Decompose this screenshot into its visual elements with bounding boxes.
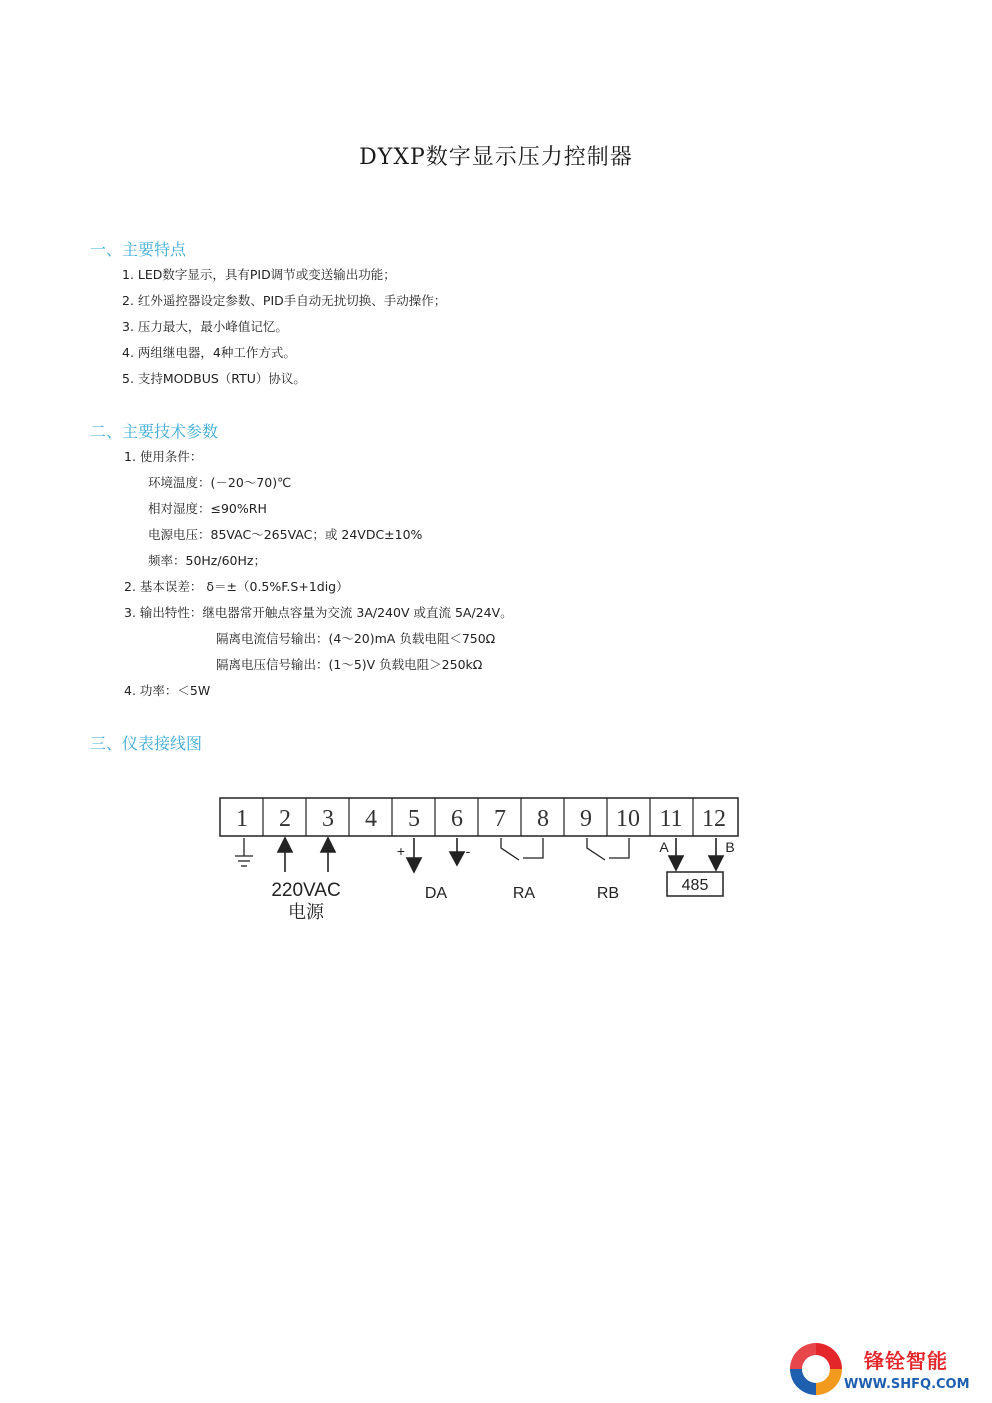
arrow-down-icon	[450, 838, 464, 865]
terminal-4: 4	[365, 806, 377, 832]
spec-line: 4. 功率：＜5W	[124, 683, 211, 698]
spec-line: 3. 输出特性：继电器常开触点容量为交流 3A/240V 或直流 5A/24V。	[124, 605, 513, 620]
terminal-5: 5	[408, 806, 420, 832]
arrow-down-icon	[709, 838, 723, 870]
spec-line: 相对湿度：≤90%RH	[148, 501, 267, 516]
logo-mark-icon	[786, 1339, 846, 1399]
terminal-7: 7	[494, 806, 506, 832]
relay-ra-contact	[501, 838, 543, 860]
da-label: DA	[424, 885, 448, 902]
spec-line: 环境温度：(－20～70)℃	[148, 475, 292, 490]
label-b: B	[725, 839, 735, 855]
terminal-8: 8	[537, 806, 549, 832]
company-logo	[784, 1335, 989, 1400]
plus-sign: +	[396, 843, 406, 859]
arrow-down-icon	[407, 838, 421, 872]
wiring-diagram	[214, 790, 744, 930]
power-label: 220VAC	[271, 880, 341, 901]
spec-line: 隔离电流信号输出：(4～20)mA 负载电阻＜750Ω	[216, 631, 496, 646]
label-a: A	[659, 839, 669, 855]
logo-website: WWW.SHFQ.COM	[844, 1377, 970, 1392]
logo-company-name: 锋铨智能	[864, 1349, 948, 1373]
feature-item: 1. LED数字显示，具有PID调节或变送输出功能；	[122, 267, 396, 282]
terminal-11: 11	[659, 806, 683, 832]
section-heading-features: 一、主要特点	[90, 240, 187, 259]
document-title: DYXP数字显示压力控制器	[359, 145, 633, 170]
spec-line: 2. 基本误差： δ＝±（0.5%F.S+1dig）	[124, 579, 349, 594]
ra-label: RA	[512, 885, 536, 902]
terminal-12: 12	[702, 806, 726, 832]
terminal-2: 2	[279, 806, 291, 832]
power-label-cn: 电源	[288, 902, 324, 922]
spec-line: 隔离电压信号输出：(1～5)V 负载电阻＞250kΩ	[216, 657, 483, 672]
terminal-6: 6	[451, 806, 463, 832]
arrow-up-icon	[321, 838, 335, 872]
minus-sign: -	[465, 843, 471, 859]
ground-icon	[235, 838, 253, 866]
relay-rb-contact	[587, 838, 629, 860]
terminal-9: 9	[580, 806, 592, 832]
rb-label: RB	[596, 885, 620, 902]
section-heading-wiring: 三、仪表接线图	[90, 734, 203, 753]
spec-line: 电源电压：85VAC～265VAC；或 24VDC±10%	[148, 527, 423, 542]
feature-item: 5. 支持MODBUS（RTU）协议。	[122, 371, 306, 386]
spec-line: 频率：50Hz/60Hz；	[148, 553, 266, 568]
feature-item: 2. 红外遥控器设定参数、PID手自动无扰切换、手动操作；	[122, 293, 447, 308]
section-heading-specs: 二、主要技术参数	[90, 422, 219, 441]
spec-line: 1. 使用条件：	[124, 449, 203, 464]
feature-item: 4. 两组继电器，4种工作方式。	[122, 345, 296, 360]
rs485-label: 485	[681, 877, 709, 894]
arrow-down-icon	[669, 838, 683, 870]
terminal-3: 3	[322, 806, 334, 832]
terminal-1: 1	[236, 806, 248, 832]
feature-item: 3. 压力最大，最小峰值记忆。	[122, 319, 288, 334]
arrow-up-icon	[278, 838, 292, 872]
terminal-10: 10	[616, 806, 640, 832]
